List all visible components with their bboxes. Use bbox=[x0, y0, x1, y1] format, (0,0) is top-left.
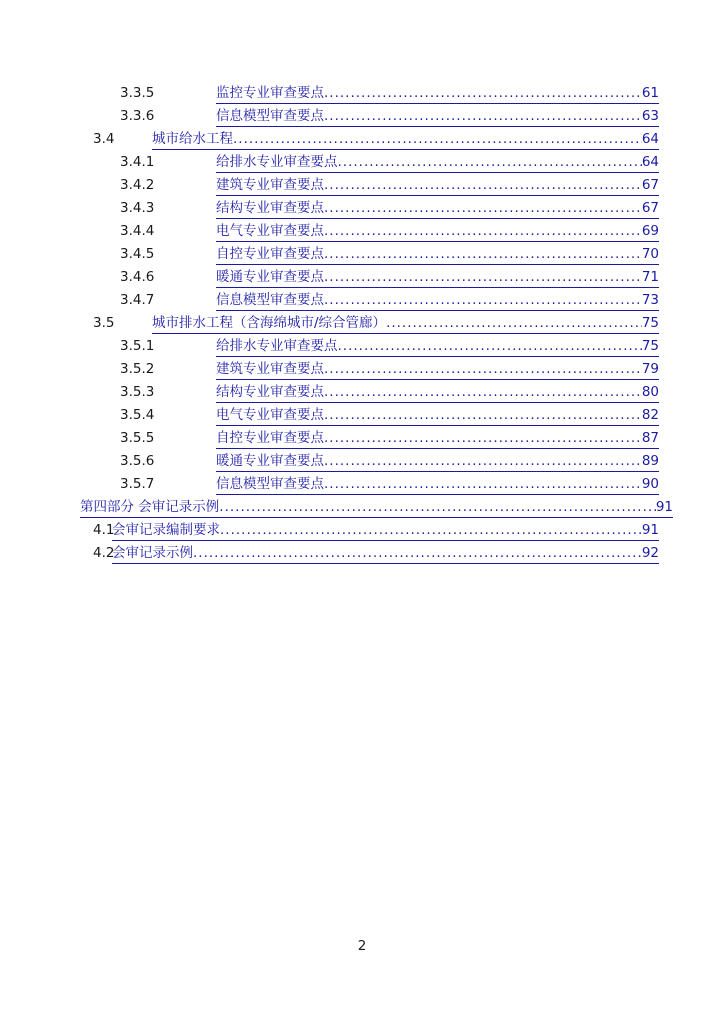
toc-leader-dots bbox=[324, 428, 642, 448]
toc-entry-number: 3.4.3 bbox=[120, 200, 155, 216]
toc-entry-page: 90 bbox=[641, 476, 659, 492]
toc-entry-number: 4.1 bbox=[93, 522, 115, 538]
toc-entry bbox=[0, 129, 724, 152]
toc-leader-dots bbox=[324, 382, 642, 402]
toc-entry-title: 第四部分 会审记录示例 bbox=[80, 499, 220, 515]
toc-entry-link[interactable] bbox=[216, 405, 659, 426]
toc-entry-page: 91 bbox=[655, 499, 673, 515]
toc-entry-link[interactable] bbox=[216, 175, 659, 196]
toc-entry bbox=[0, 244, 724, 267]
toc-entry-link[interactable] bbox=[216, 382, 659, 403]
toc-entry-title: 自控专业审查要点 bbox=[216, 246, 324, 262]
toc-entry-link[interactable] bbox=[216, 336, 659, 357]
toc-entry-link[interactable] bbox=[152, 129, 659, 150]
toc-entry bbox=[0, 474, 724, 497]
table-of-contents bbox=[0, 83, 724, 566]
toc-entry bbox=[0, 198, 724, 221]
toc-entry-title: 建筑专业审查要点 bbox=[216, 177, 324, 193]
toc-entry-title: 电气专业审查要点 bbox=[216, 223, 324, 239]
toc-entry bbox=[0, 359, 724, 382]
toc-entry-title: 结构专业审查要点 bbox=[216, 384, 324, 400]
toc-entry-number: 3.5.7 bbox=[120, 476, 155, 492]
toc-entry bbox=[0, 428, 724, 451]
toc-entry-number: 3.4.7 bbox=[120, 292, 155, 308]
toc-entry-page: 63 bbox=[641, 108, 659, 124]
toc-entry-page: 91 bbox=[641, 522, 659, 538]
toc-entry-link[interactable] bbox=[216, 359, 659, 380]
toc-entry-number: 3.5.1 bbox=[120, 338, 155, 354]
toc-entry-page: 70 bbox=[641, 246, 659, 262]
toc-entry-link[interactable] bbox=[216, 290, 659, 311]
toc-entry bbox=[0, 336, 724, 359]
toc-leader-dots bbox=[324, 405, 642, 425]
toc-entry-page: 75 bbox=[641, 338, 659, 354]
toc-entry-number: 4.2 bbox=[93, 545, 115, 561]
toc-entry bbox=[0, 175, 724, 198]
toc-entry-page: 75 bbox=[641, 315, 659, 331]
toc-entry-page: 71 bbox=[641, 269, 659, 285]
toc-entry-link[interactable] bbox=[112, 520, 659, 541]
toc-entry-page: 73 bbox=[641, 292, 659, 308]
toc-leader-dots bbox=[324, 359, 642, 379]
toc-entry-page: 67 bbox=[641, 200, 659, 216]
toc-entry-page: 69 bbox=[641, 223, 659, 239]
toc-leader-dots bbox=[324, 175, 642, 195]
toc-entry-number: 3.3.5 bbox=[120, 85, 155, 101]
toc-entry-page: 89 bbox=[641, 453, 659, 469]
toc-entry-page: 92 bbox=[641, 545, 659, 561]
toc-entry bbox=[0, 543, 724, 566]
toc-entry bbox=[0, 405, 724, 428]
toc-entry-title: 城市给水工程 bbox=[152, 131, 233, 147]
toc-entry-link[interactable] bbox=[216, 83, 659, 104]
toc-entry bbox=[0, 267, 724, 290]
toc-entry-link[interactable] bbox=[216, 106, 659, 127]
toc-entry-title: 监控专业审查要点 bbox=[216, 85, 324, 101]
toc-entry bbox=[0, 83, 724, 106]
toc-leader-dots bbox=[219, 497, 656, 517]
toc-leader-dots bbox=[324, 198, 642, 218]
toc-entry-title: 建筑专业审查要点 bbox=[216, 361, 324, 377]
toc-entry-number: 3.4.4 bbox=[120, 223, 155, 239]
toc-entry bbox=[0, 313, 724, 336]
toc-entry-number: 3.5.6 bbox=[120, 453, 155, 469]
toc-entry-page: 87 bbox=[641, 430, 659, 446]
toc-entry-title: 自控专业审查要点 bbox=[216, 430, 324, 446]
toc-entry-title: 给排水专业审查要点 bbox=[216, 154, 338, 170]
toc-entry-number: 3.5.3 bbox=[120, 384, 155, 400]
toc-entry-number: 3.5.5 bbox=[120, 430, 155, 446]
toc-entry-link[interactable] bbox=[80, 497, 673, 518]
page-number: 2 bbox=[357, 938, 367, 954]
toc-entry-page: 64 bbox=[641, 131, 659, 147]
toc-entry bbox=[0, 106, 724, 129]
toc-leader-dots bbox=[324, 267, 642, 287]
toc-entry-page: 64 bbox=[641, 154, 659, 170]
toc-entry-page: 80 bbox=[641, 384, 659, 400]
toc-entry bbox=[0, 152, 724, 175]
toc-entry-number: 3.4.5 bbox=[120, 246, 155, 262]
toc-leader-dots bbox=[324, 474, 642, 494]
toc-entry-link[interactable] bbox=[216, 152, 659, 173]
toc-entry-link[interactable] bbox=[216, 244, 659, 265]
toc-entry-link[interactable] bbox=[216, 198, 659, 219]
toc-entry-number: 3.4.2 bbox=[120, 177, 155, 193]
toc-entry-page: 61 bbox=[641, 85, 659, 101]
toc-leader-dots bbox=[233, 129, 642, 149]
toc-leader-dots bbox=[324, 290, 642, 310]
toc-entry-page: 82 bbox=[641, 407, 659, 423]
toc-entry bbox=[0, 290, 724, 313]
toc-entry-link[interactable] bbox=[152, 313, 659, 334]
toc-leader-dots bbox=[386, 313, 642, 333]
toc-entry-number: 3.5 bbox=[93, 315, 115, 331]
toc-entry-page: 79 bbox=[641, 361, 659, 377]
toc-leader-dots bbox=[324, 106, 642, 126]
toc-entry-page: 67 bbox=[641, 177, 659, 193]
toc-entry-link[interactable] bbox=[216, 221, 659, 242]
toc-entry-title: 会审记录编制要求 bbox=[112, 522, 220, 538]
toc-entry-number: 3.4 bbox=[93, 131, 115, 147]
toc-entry bbox=[0, 221, 724, 244]
toc-entry-title: 结构专业审查要点 bbox=[216, 200, 324, 216]
toc-entry bbox=[0, 520, 724, 543]
toc-leader-dots bbox=[324, 83, 642, 103]
toc-leader-dots bbox=[338, 336, 642, 356]
toc-entry-title: 会审记录示例 bbox=[112, 545, 193, 561]
toc-entry-link[interactable] bbox=[216, 451, 659, 472]
toc-leader-dots bbox=[220, 520, 642, 540]
toc-leader-dots bbox=[324, 451, 642, 471]
toc-entry-number: 3.5.2 bbox=[120, 361, 155, 377]
toc-entry bbox=[0, 382, 724, 405]
toc-leader-dots bbox=[324, 244, 642, 264]
toc-entry-title: 信息模型审查要点 bbox=[216, 108, 324, 124]
toc-entry-link[interactable] bbox=[216, 267, 659, 288]
toc-entry bbox=[0, 497, 724, 520]
toc-entry-title: 暖通专业审查要点 bbox=[216, 269, 324, 285]
toc-entry-number: 3.3.6 bbox=[120, 108, 155, 124]
toc-entry-title: 电气专业审查要点 bbox=[216, 407, 324, 423]
toc-entry bbox=[0, 451, 724, 474]
toc-leader-dots bbox=[193, 543, 642, 563]
toc-entry-title: 城市排水工程（含海绵城市/综合管廊） bbox=[152, 315, 387, 331]
toc-entry-link[interactable] bbox=[216, 428, 659, 449]
toc-entry-title: 信息模型审查要点 bbox=[216, 476, 324, 492]
toc-entry-link[interactable] bbox=[216, 474, 659, 495]
toc-entry-link[interactable] bbox=[112, 543, 659, 564]
toc-entry-number: 3.4.6 bbox=[120, 269, 155, 285]
toc-leader-dots bbox=[338, 152, 642, 172]
toc-entry-number: 3.4.1 bbox=[120, 154, 155, 170]
toc-leader-dots bbox=[324, 221, 642, 241]
toc-entry-title: 暖通专业审查要点 bbox=[216, 453, 324, 469]
toc-entry-title: 信息模型审查要点 bbox=[216, 292, 324, 308]
toc-entry-title: 给排水专业审查要点 bbox=[216, 338, 338, 354]
toc-entry-number: 3.5.4 bbox=[120, 407, 155, 423]
